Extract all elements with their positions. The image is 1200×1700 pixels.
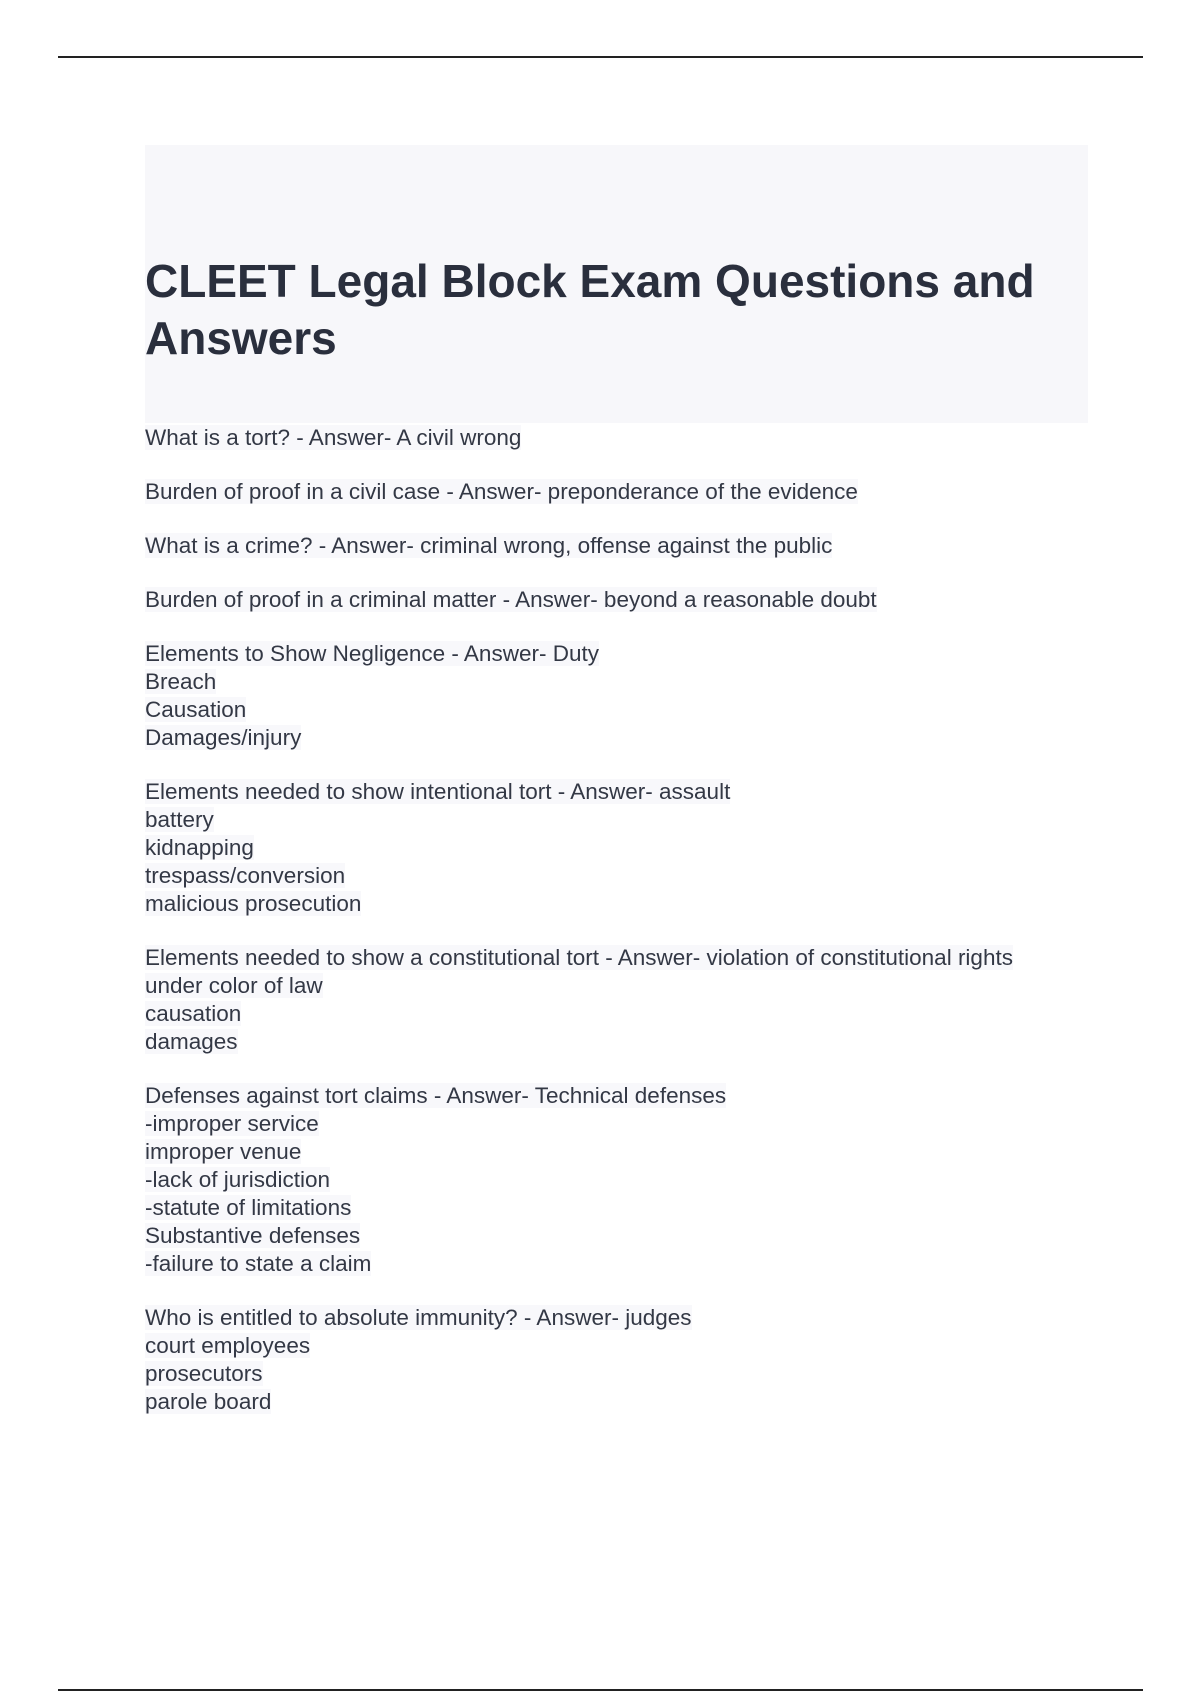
qa-answer-line	[145, 724, 1105, 752]
qa-question-line	[145, 532, 1105, 560]
qa-answer-line	[145, 1388, 1105, 1416]
qa-answer-line	[145, 1166, 1105, 1194]
document-title: CLEET Legal Block Exam Questions and Answers	[145, 255, 1035, 364]
qa-line-text: -statute of limitations	[145, 1195, 352, 1220]
qa-item	[145, 478, 1105, 506]
qa-item	[145, 640, 1105, 752]
qa-line-text: What is a crime? - Answer- criminal wrong, offense against the public	[145, 533, 833, 558]
qa-answer-line	[145, 1250, 1105, 1278]
qa-question-line	[145, 944, 1105, 972]
qa-answer-line	[145, 972, 1105, 1000]
qa-answer-line	[145, 696, 1105, 724]
qa-question-line	[145, 586, 1105, 614]
qa-line-text: Substantive defenses	[145, 1223, 361, 1248]
qa-line-text: Who is entitled to absolute immunity? - Answer- judges	[145, 1305, 692, 1330]
qa-item	[145, 1304, 1105, 1416]
top-rule	[58, 56, 1143, 58]
qa-line-text: battery	[145, 807, 214, 832]
qa-line-text: kidnapping	[145, 835, 254, 860]
qa-line-text: Elements needed to show intentional tort - Answer- assault	[145, 779, 731, 804]
qa-item	[145, 532, 1105, 560]
qa-line-text: -lack of jurisdiction	[145, 1167, 331, 1192]
qa-answer-line	[145, 834, 1105, 862]
qa-line-text: parole board	[145, 1389, 272, 1414]
qa-answer-line	[145, 1222, 1105, 1250]
qa-answer-line	[145, 1110, 1105, 1138]
qa-question-line	[145, 778, 1105, 806]
qa-answer-line	[145, 1332, 1105, 1360]
title-block	[145, 145, 1088, 423]
qa-line-text: damages	[145, 1029, 238, 1054]
qa-line-text: Breach	[145, 669, 217, 694]
qa-line-text: Burden of proof in a criminal matter - Answer- beyond a reasonable doubt	[145, 587, 877, 612]
qa-line-text: improper venue	[145, 1139, 302, 1164]
qa-item	[145, 424, 1105, 452]
qa-line-text: court employees	[145, 1333, 311, 1358]
qa-answer-line	[145, 1360, 1105, 1388]
qa-answer-line	[145, 806, 1105, 834]
qa-line-text: malicious prosecution	[145, 891, 362, 916]
qa-line-text: What is a tort? - Answer- A civil wrong	[145, 425, 522, 450]
qa-question-line	[145, 1304, 1105, 1332]
qa-answer-line	[145, 862, 1105, 890]
qa-answer-line	[145, 1194, 1105, 1222]
qa-line-text: causation	[145, 1001, 242, 1026]
qa-item	[145, 1082, 1105, 1278]
qa-answer-line	[145, 668, 1105, 696]
qa-item	[145, 944, 1105, 1056]
qa-line-text: prosecutors	[145, 1361, 263, 1386]
qa-line-text: Burden of proof in a civil case - Answer- preponderance of the evidence	[145, 479, 858, 504]
qa-line-text: under color of law	[145, 973, 323, 998]
qa-answer-line	[145, 890, 1105, 918]
qa-line-text: -improper service	[145, 1111, 319, 1136]
qa-line-text: trespass/conversion	[145, 863, 346, 888]
qa-line-text: Damages/injury	[145, 725, 302, 750]
qa-item	[145, 778, 1105, 918]
qa-answer-line	[145, 1028, 1105, 1056]
qa-line-text: -failure to state a claim	[145, 1251, 372, 1276]
qa-question-line	[145, 478, 1105, 506]
qa-line-text: Elements needed to show a constitutional tort - Answer- violation of constitutional rights	[145, 945, 1013, 970]
qa-line-text: Elements to Show Negligence - Answer- Duty	[145, 641, 599, 666]
bottom-rule	[58, 1689, 1143, 1691]
qa-line-text: Defenses against tort claims - Answer- Technical defenses	[145, 1083, 727, 1108]
qa-list	[145, 424, 1105, 1442]
qa-line-text: Causation	[145, 697, 247, 722]
qa-question-line	[145, 424, 1105, 452]
qa-question-line	[145, 1082, 1105, 1110]
qa-item	[145, 586, 1105, 614]
qa-answer-line	[145, 1000, 1105, 1028]
qa-answer-line	[145, 1138, 1105, 1166]
qa-question-line	[145, 640, 1105, 668]
